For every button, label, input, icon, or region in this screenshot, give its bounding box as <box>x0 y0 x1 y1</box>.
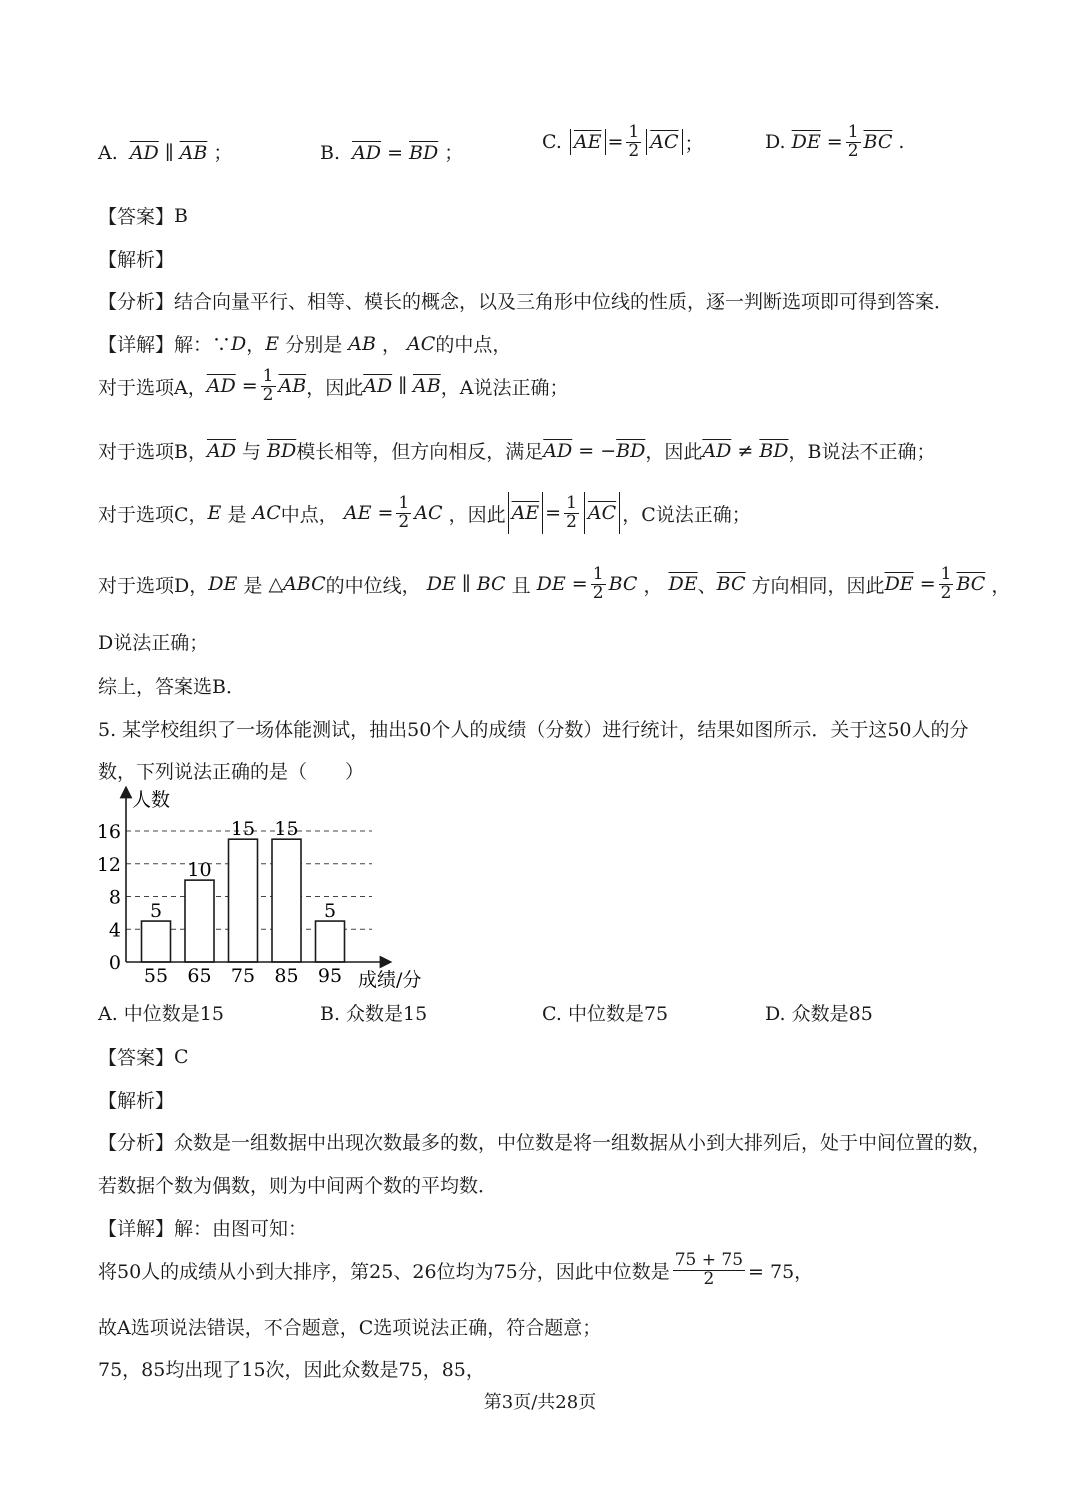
q5-line3 <box>98 1355 485 1382</box>
bar <box>316 921 345 962</box>
q5-option-a: A. 中位数是15 <box>98 1003 224 1025</box>
line-text: ，C说法正确； <box>622 503 751 526</box>
q5-stem-line2 <box>98 757 364 784</box>
q4-line-b: 对于选项B， $\overline{AD}$ 与 $\overline{BD}$ 模长相等，但方向相反，满足 $\overline{AD}$ = − $\overline{BD}$ ，因此 $\overline{AD}$ ≠ $\overline{BD}$ ，B说法不正确； <box>98 437 936 464</box>
bar <box>185 880 214 962</box>
x-axis-label: 成绩/分 <box>358 969 422 991</box>
q5-detail <box>98 1214 307 1241</box>
q4-summary <box>98 672 245 699</box>
bar <box>142 921 171 962</box>
q4-line-d: 对于选项D， DE 是 △ ABC 的中位线， DE ∥ BC 且 DE = $\frac{1}{2}$ BC ， $\overline{DE}$ 、 $\overline{BC}$ 方向相同，因此 $\overline{DE}$ = $\frac{1}{2}$ $\overline{BC}$ ， <box>98 564 1011 603</box>
detail-text: 解：由图可知： <box>174 1218 308 1240</box>
line-text: 与 <box>241 441 261 463</box>
x-tick-label: 85 <box>274 965 299 987</box>
q4-detail: 【详解】 解：∵ D ， E 分别是 AB ， AC 的中点， <box>98 330 511 357</box>
line-text: 故A选项说法错误，不合题意，C选项说法正确，符合题意； <box>98 1317 602 1339</box>
y-tick-label: 12 <box>96 853 121 876</box>
detail-tag: 【详解】 <box>98 334 175 356</box>
q5-fenxi-line1 <box>98 1128 991 1155</box>
fraction-numerator: 75 + 75 <box>674 1250 744 1270</box>
fenxi-text: 众数是一组数据中出现次数最多的数，中位数是将一组数据从小到大排列后，处于中间位置的数， <box>174 1132 992 1154</box>
detail-text: 的中点， <box>435 334 512 356</box>
bar-value-label: 10 <box>187 859 212 882</box>
x-tick-label: 55 <box>143 965 169 987</box>
option-d-label: D. <box>765 131 786 154</box>
q4-answer <box>98 202 188 229</box>
q5-stem-line1 <box>98 715 969 742</box>
q4-line-c: 对于选项C， E 是 AC 中点， AE = $\frac{1}{2}$ AC ，因此 $\overline{AE}$ = $\frac{1}{2}$ $\overline{AC}$ ，C说法正确； <box>98 492 751 534</box>
option-b-label: B. <box>320 142 341 164</box>
q5-option-c: C. 中位数是75 <box>542 1003 669 1025</box>
q4-fenxi <box>98 287 953 314</box>
y-tick-label: 0 <box>108 952 121 974</box>
line-text: 的中位线， <box>325 574 421 597</box>
line-text: 模长相等，但方向相反，满足 <box>296 441 544 463</box>
q5-option-b: B. 众数是15 <box>320 1003 428 1025</box>
line-text: 75，85均出现了15次，因此众数是75，85， <box>98 1359 485 1381</box>
line-text: 是 <box>227 503 247 526</box>
line-text: ，A说法正确； <box>440 376 569 399</box>
analysis-tag: 【解析】 <box>98 249 175 271</box>
answer-value: B <box>174 204 188 227</box>
line-text: ，因此 <box>645 441 703 463</box>
fenxi-text: 结合向量平行、相等、模长的概念，以及三角形中位线的性质，逐一判断选项即可得到答案． <box>174 291 954 313</box>
x-tick-label: 75 <box>230 965 256 987</box>
page-footer: 第3页/共28页 <box>483 1392 597 1413</box>
answer-tag: 【答案】 <box>98 1047 175 1069</box>
q4-option-c: C. $\overline{AE}$ = $\frac{1}{2}$ $\overline{AC}$ ； <box>542 122 704 161</box>
fenxi-tag: 【分析】 <box>98 1132 175 1154</box>
q5-line1 <box>98 1252 813 1289</box>
line-text: 中点， <box>280 503 338 526</box>
option-a-label: A. <box>98 142 118 164</box>
line-text: D说法正确； <box>98 632 209 654</box>
detail-text: 分别是 <box>285 334 343 356</box>
q4-analysis-tag <box>98 245 174 272</box>
line-text: 对于选项A， <box>98 376 207 399</box>
option-c-label: C. <box>542 131 562 154</box>
q5-line2 <box>98 1313 601 1340</box>
detail-text: 解：∵ <box>174 334 232 356</box>
q5-analysis-tag <box>98 1086 174 1113</box>
stem-text: 数，下列说法正确的是（ ） <box>98 761 365 783</box>
answer-value: C <box>174 1045 189 1068</box>
q5-answer <box>98 1043 189 1070</box>
fenxi-text: 若数据个数为偶数，则为中间两个数的平均数． <box>98 1175 498 1197</box>
q5-option-d: D. 众数是85 <box>765 1003 873 1025</box>
q4-option-a: A. $\overline{AD}$ ∥ $\overline{AB}$ ； <box>98 142 233 164</box>
bar-value-label: 15 <box>230 818 256 841</box>
y-axis-label: 人数 <box>132 789 171 811</box>
score-bar-chart <box>90 784 450 994</box>
line-text: ，因此 <box>306 376 364 399</box>
bar-value-label: 15 <box>274 818 299 841</box>
line-text: 是 <box>243 574 263 597</box>
summary-text: 综上，答案选B． <box>98 676 245 698</box>
fraction-denominator: 2 <box>703 1268 715 1289</box>
line-text: 对于选项B， <box>98 441 207 463</box>
y-tick-label: 8 <box>108 886 121 909</box>
bar-value-label: 5 <box>149 900 163 923</box>
fenxi-tag: 【分析】 <box>98 291 175 313</box>
analysis-tag: 【解析】 <box>98 1090 175 1112</box>
line-text: 对于选项D， <box>98 574 209 597</box>
bar-value-label: 5 <box>323 900 337 923</box>
line-text: ，因此 <box>448 503 506 526</box>
y-tick-label: 4 <box>108 919 121 942</box>
stem-text: 5. 某学校组织了一场体能测试，抽出50个人的成绩（分数）进行统计，结果如图所示．关于这50人的分 <box>98 719 969 741</box>
q4-option-b: B. $\overline{AD} = \overline{BD}$ ； <box>320 142 464 164</box>
bar <box>272 839 301 962</box>
q5-fenxi-line2 <box>98 1171 497 1198</box>
answer-tag: 【答案】 <box>98 206 175 228</box>
detail-tag: 【详解】 <box>98 1218 175 1240</box>
q4-line-d-tail <box>98 628 208 655</box>
bar <box>229 839 258 962</box>
q4-line-a: 对于选项A， $\overline{AD}$ = $\frac{1}{2}$ $\overline{AB}$ ，因此 $\overline{AD}$ ∥ $\overline{AB}$ ，A说法正确； <box>98 366 569 405</box>
line-text: 对于选项C， <box>98 503 208 526</box>
line-text: 将50人的成绩从小到大排序，第25、26位均为75分，因此中位数是 <box>98 1260 670 1283</box>
y-tick-label: 16 <box>96 821 121 843</box>
line-text: ，B说法不正确； <box>788 441 936 463</box>
x-tick-label: 95 <box>317 965 343 987</box>
line-text: 方向相同，因此 <box>751 574 885 597</box>
q4-option-d: D. $\overline{DE}$ = $\frac{1}{2}$ $\overline{BC}$ . <box>765 122 905 161</box>
x-tick-label: 65 <box>187 965 212 987</box>
line-text: = 75， <box>748 1260 814 1283</box>
line-text: 且 <box>511 574 531 597</box>
